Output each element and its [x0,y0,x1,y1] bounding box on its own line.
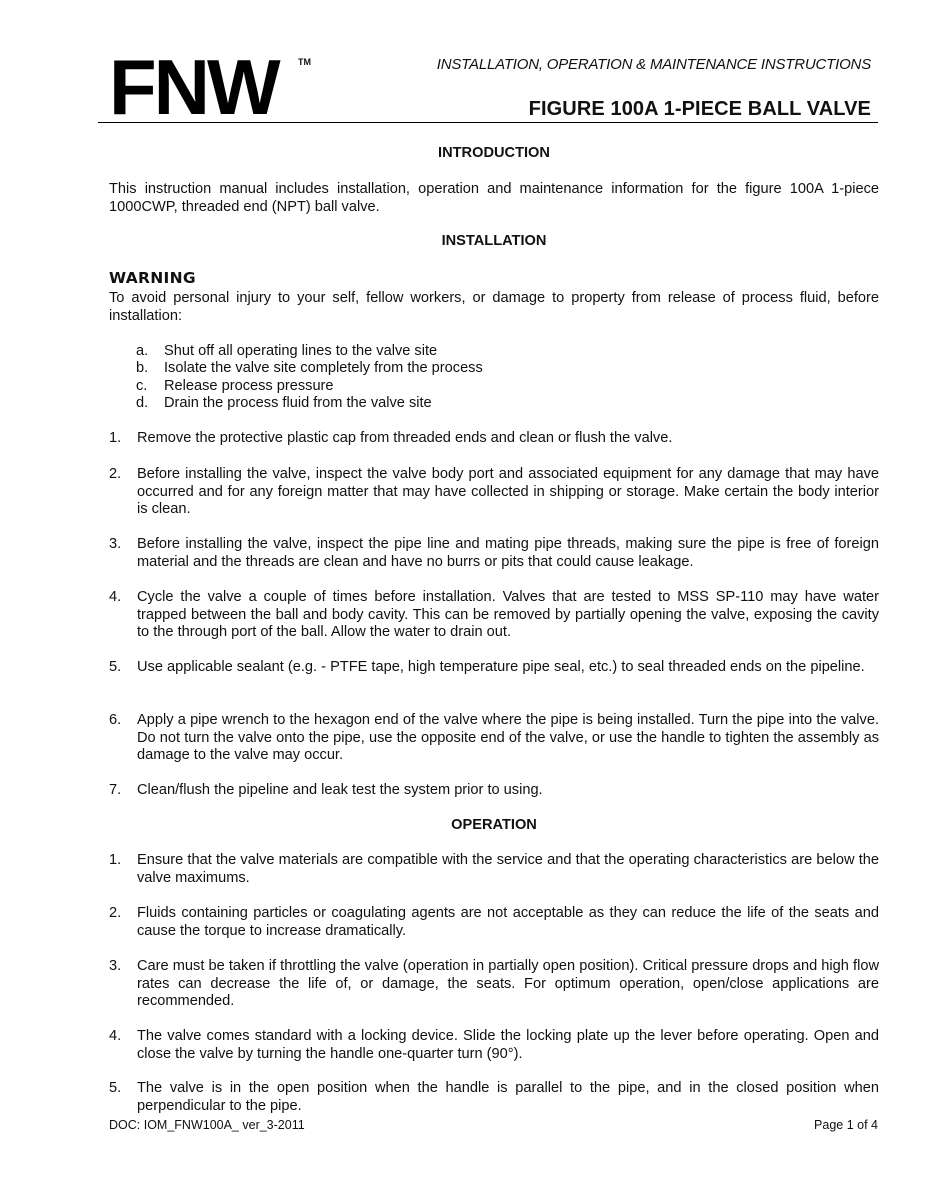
installation-step: 2. Before installing the valve, inspect the valve body port and associated equipment for any damage that may have occurred and for any foreign matter that may have collected in shipping or storage. Make certain the body interior is clean. [109,466,879,517]
document-id: DOC: IOM_FNW100A_ ver_3-2011 [109,1118,305,1132]
installation-step: 3. Before installing the valve, inspect the pipe line and mating pipe threads, making sure the pipe is free of foreign material and the threads are clean and have no burrs or pits that could cause leakage. [109,536,879,570]
list-item: c. Release process pressure [136,377,334,394]
fnw-logo: FNW [109,43,278,131]
document-subtitle: INSTALLATION, OPERATION & MAINTENANCE INSTRUCTIONS [436,56,871,73]
operation-heading: OPERATION [451,817,537,833]
installation-step: 6. Apply a pipe wrench to the hexagon end of the valve where the pipe is being installed. Turn the pipe into the valve. Do not turn the valve onto the pipe, use the opposite end of the valve, or use the handle to tighten the assembly as damage to the valve may occur. [109,712,879,763]
document-title: FIGURE 100A 1-PIECE BALL VALVE [528,98,871,120]
installation-step: 4. Cycle the valve a couple of times before installation. Valves that are tested to MSS SP-110 may have water trapped between the ball and body cavity. This can be removed by partially opening the valve, exposing the cavity to the through port of the ball. Allow the water to drain out. [109,589,879,640]
header-divider [98,122,878,123]
introduction-heading: INTRODUCTION [438,145,550,161]
operation-step: 5. The valve is in the open position when the handle is parallel to the pipe, and in the closed position when perpendicular to the pipe. [109,1080,879,1114]
operation-step: 2. Fluids containing particles or coagulating agents are not acceptable as they can reduce the life of the seats and cause the torque to increase dramatically. [109,905,879,939]
operation-step: 3. Care must be taken if throttling the valve (operation in partially open position). Critical pressure drops and high flow rates can decrease the life of, or damage, the seats. For optimum operation, open/close applications are recommended. [109,958,879,1009]
trademark-mark: TM [298,57,311,67]
list-item: d. Drain the process fluid from the valve site [136,395,432,412]
installation-step: 7. Clean/flush the pipeline and leak test the system prior to using. [109,782,543,798]
page-number: Page 1 of 4 [814,1118,878,1132]
list-item: a. Shut off all operating lines to the valve site [136,343,438,359]
installation-step: 1. Remove the protective plastic cap from threaded ends and clean or flush the valve. [109,430,673,446]
list-item: b. Isolate the valve site completely from the process [136,360,483,377]
operation-step: 1. Ensure that the valve materials are compatible with the service and that the operating characteristics are below the valve maximums. [109,852,879,886]
pre-install-substeps [136,343,483,413]
warning-text: To avoid personal injury to your self, fellow workers, or damage to property from release of process fluid, before installation: [109,290,879,324]
warning-label: WARNING [109,269,196,287]
installation-heading: INSTALLATION [441,233,547,249]
installation-step: 5. Use applicable sealant (e.g. - PTFE tape, high temperature pipe seal, etc.) to seal threaded ends on the pipeline. [109,659,865,675]
introduction-text: This instruction manual includes installation, operation and maintenance information for the figure 100A 1-piece 1000CWP, threaded end (NPT) ball valve. [109,181,879,215]
operation-step: 4. The valve comes standard with a locking device. Slide the locking plate up the lever before operating. Open and close the valve by turning the handle one-quarter turn (90°). [109,1028,879,1062]
